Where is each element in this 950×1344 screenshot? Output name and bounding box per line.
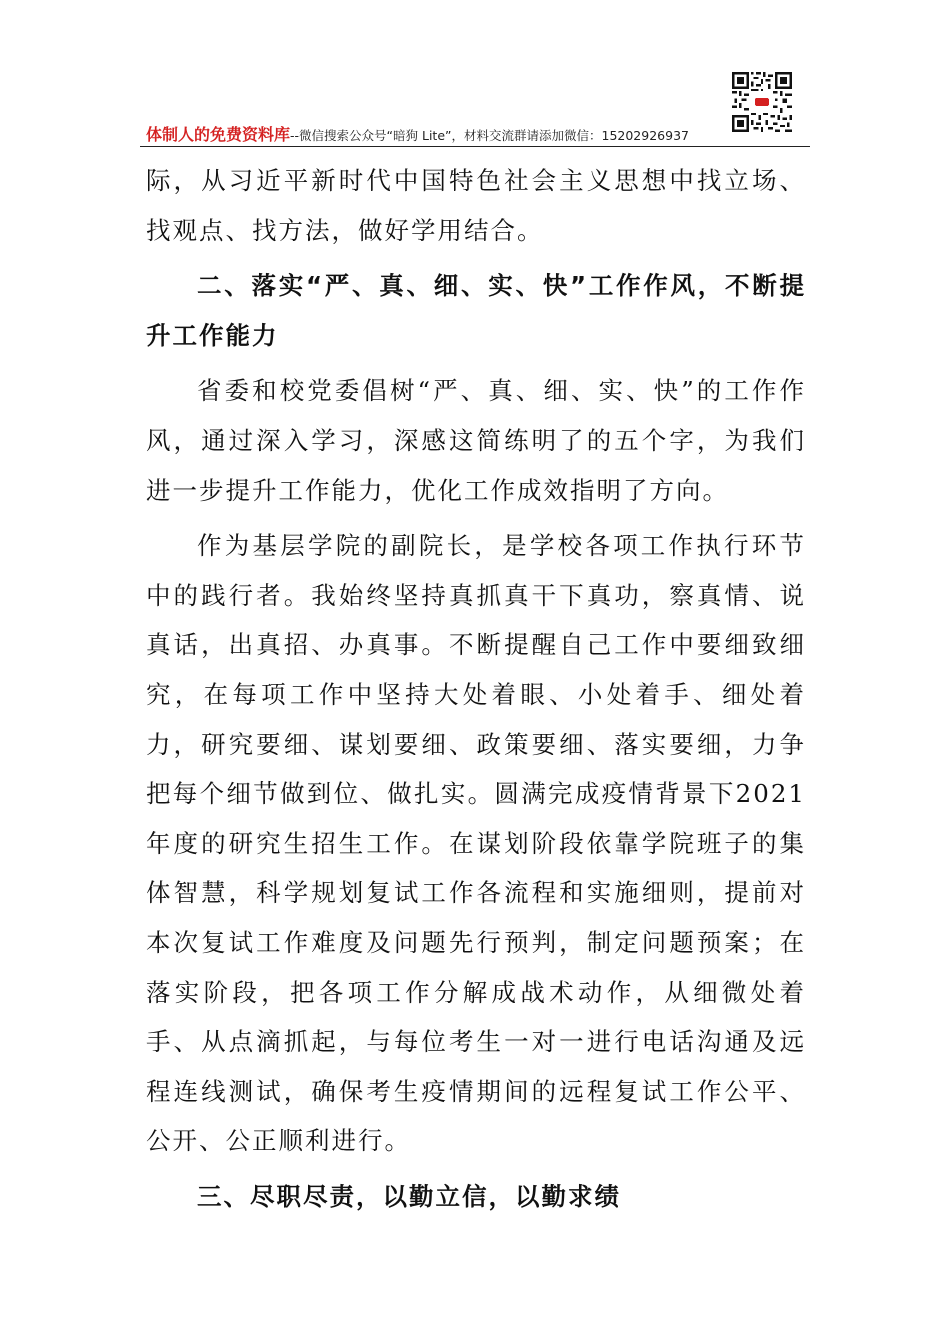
section-heading-3: 三、尽职尽责，以勤立信，以勤求绩 (197, 1181, 621, 1211)
header-brand: 体制人的免费资料库 (146, 125, 291, 144)
document-body (146, 156, 806, 1221)
header-rule (140, 146, 810, 147)
section-heading-2: 二、落实“严、真、细、实、快”工作作风，不断提升工作能力 (146, 271, 806, 350)
body-paragraph: 省委和校党委倡树“严、真、细、实、快”的工作作风，通过深入学习，深感这简练明了的五个字，为我们进一步提升工作能力，优化工作成效指明了方向。 (146, 376, 806, 505)
page-header (146, 122, 806, 146)
continuation-paragraph: 际，从习近平新时代中国特色社会主义思想中找立场、找观点、找方法，做好学用结合。 (146, 166, 806, 245)
qr-code-icon (732, 72, 792, 132)
body-paragraph: 作为基层学院的副院长，是学校各项工作执行环节中的践行者。我始终坚持真抓真干下真功，察真情、说真话，出真招、办真事。不断提醒自己工作中要细致细究，在每项工作中坚持大处着眼、小处着手、细处着力，研究要细、谋划要细、政策要细、落实要细，力争把每个细节做到位、做扎实。圆满完成疫情背景下2021年度的研究生招生工作。在谋划阶段依靠学院班子的集体智慧，科学规划复试工作各流程和实施细则，提前对本次复试工作难度及问题先行预判，制定问题预案；在落实阶段，把各项工作分解成战术动作，从细微处着手、从点滴抓起，与每位考生一对一进行电话沟通及远程连线测试，确保考生疫情期间的远程复试工作公平、公开、公正顺利进行。 (146, 531, 806, 1156)
header-note: --微信搜索公众号“暗狗 Lite”，材料交流群请添加微信：15202926937 (290, 128, 689, 143)
